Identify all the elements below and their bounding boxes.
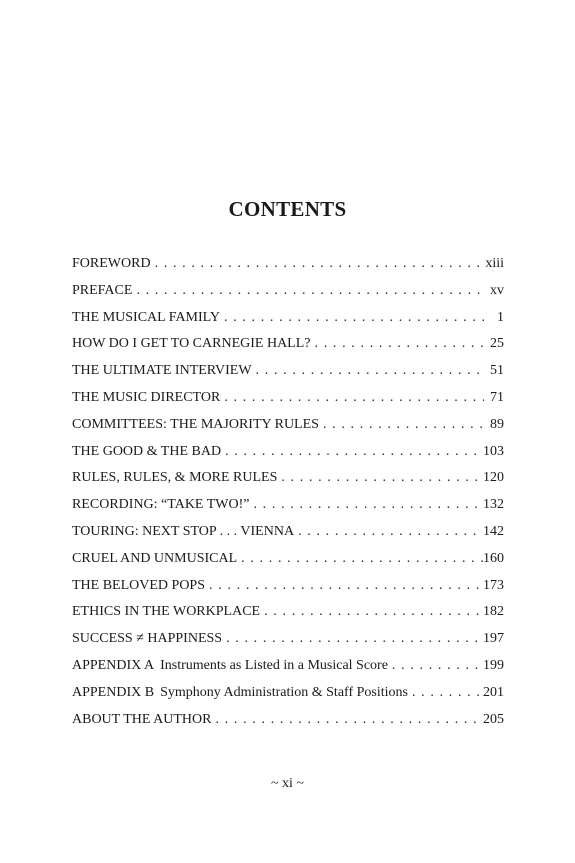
toc-entry-page: 160 — [483, 550, 504, 566]
toc-entry-page: 197 — [483, 631, 504, 647]
toc-entry-page: 182 — [483, 604, 504, 620]
dot-leader — [260, 604, 483, 620]
dot-leader — [132, 283, 484, 299]
toc-entry — [72, 444, 504, 471]
toc-entry — [72, 497, 504, 524]
toc-entry-label: THE ULTIMATE INTERVIEW — [72, 363, 252, 379]
toc-entry-title — [72, 578, 205, 594]
toc-entry-title — [72, 283, 132, 299]
toc-entry-label: COMMITTEES: THE MAJORITY RULES — [72, 416, 319, 432]
toc-entry — [72, 551, 504, 578]
toc-entry-page: 201 — [483, 684, 504, 700]
toc-entry-title — [72, 470, 277, 486]
dot-leader — [205, 578, 483, 594]
toc-entry-label: TOURING: NEXT STOP . . . VIENNA — [72, 523, 295, 539]
toc-entry-page: xiii — [485, 256, 504, 271]
dot-leader — [220, 390, 484, 406]
toc-entry-title — [72, 444, 221, 460]
toc-entry-page: 89 — [490, 416, 504, 432]
toc-entry-page: 173 — [483, 577, 504, 593]
toc-entry-label: FOREWORD — [72, 256, 151, 271]
toc-entry-page: 132 — [483, 497, 504, 513]
dot-leader — [294, 524, 483, 540]
contents-heading: CONTENTS — [228, 197, 347, 221]
toc-entry-page: xv — [490, 282, 504, 298]
dot-leader — [388, 658, 483, 674]
toc-entry-label: APPENDIX A — [72, 657, 155, 673]
toc-entry-title — [72, 310, 220, 326]
table-of-contents — [72, 256, 504, 738]
dot-leader — [220, 310, 484, 326]
toc-entry-title — [72, 497, 249, 513]
toc-entry-label: ABOUT THE AUTHOR — [72, 711, 212, 727]
dot-leader — [319, 417, 484, 433]
toc-entry-title — [72, 336, 311, 352]
toc-entry — [72, 310, 504, 337]
toc-entry-page: 71 — [490, 389, 504, 405]
toc-entry-label: RULES, RULES, & MORE RULES — [72, 470, 278, 486]
dot-leader — [237, 551, 483, 567]
toc-entry-title — [72, 256, 151, 272]
toc-entry — [72, 256, 504, 283]
toc-entry — [72, 631, 504, 658]
toc-entry-subtitle: Symphony Administration & Staff Positions — [160, 684, 408, 700]
toc-entry-label: THE MUSIC DIRECTOR — [72, 389, 221, 405]
dot-leader — [311, 336, 485, 352]
toc-entry — [72, 283, 504, 310]
toc-entry-page: 103 — [483, 443, 504, 459]
toc-entry-title — [72, 551, 237, 567]
toc-entry-page: 205 — [483, 711, 504, 727]
toc-entry-label: APPENDIX B — [72, 684, 155, 700]
dot-leader — [212, 712, 484, 728]
toc-entry-title — [72, 604, 260, 620]
toc-entry — [72, 470, 504, 497]
toc-entry-label: PREFACE — [72, 282, 133, 298]
toc-entry — [72, 390, 504, 417]
toc-entry-label: HOW DO I GET TO CARNEGIE HALL? — [72, 336, 311, 352]
dot-leader — [222, 631, 483, 647]
toc-entry — [72, 712, 504, 739]
toc-entry-page: 142 — [483, 523, 504, 539]
toc-entry-title — [72, 658, 388, 674]
toc-entry-title — [72, 524, 294, 540]
toc-entry-label: THE GOOD & THE BAD — [72, 443, 222, 459]
toc-entry-title — [72, 363, 252, 379]
toc-entry — [72, 604, 504, 631]
toc-entry-page: 120 — [483, 470, 504, 486]
toc-entry-page: 51 — [490, 363, 504, 379]
toc-entry-subtitle: Instruments as Listed in a Musical Score — [160, 657, 388, 673]
toc-entry-title — [72, 631, 222, 647]
toc-entry — [72, 658, 504, 685]
toc-entry-label: ETHICS IN THE WORKPLACE — [72, 604, 261, 620]
toc-entry — [72, 524, 504, 551]
toc-entry-label: SUCCESS ≠ HAPPINESS — [72, 631, 223, 647]
dot-leader — [408, 685, 483, 701]
toc-entry — [72, 685, 504, 712]
dot-leader — [249, 497, 483, 513]
toc-entry-title — [72, 712, 212, 728]
toc-entry-label: THE MUSICAL FAMILY — [72, 309, 220, 325]
toc-entry — [72, 336, 504, 363]
page-number: ~ xi ~ — [270, 776, 305, 791]
toc-entry-title — [72, 685, 408, 701]
dot-leader — [151, 256, 484, 272]
dot-leader — [277, 470, 483, 486]
toc-entry-title — [72, 417, 319, 433]
toc-entry-label: RECORDING: “TAKE TWO!” — [72, 497, 250, 513]
dot-leader — [252, 363, 484, 379]
toc-entry-label: CRUEL AND UNMUSICAL — [72, 550, 238, 566]
toc-entry — [72, 417, 504, 444]
dot-leader — [221, 444, 483, 460]
toc-entry-page: 199 — [483, 657, 504, 673]
toc-entry-page: 25 — [490, 336, 504, 352]
toc-entry — [72, 578, 504, 605]
toc-entry-label: THE BELOVED POPS — [72, 577, 206, 593]
toc-entry-page: 1 — [497, 309, 504, 325]
toc-entry-title — [72, 390, 220, 406]
toc-entry — [72, 363, 504, 390]
